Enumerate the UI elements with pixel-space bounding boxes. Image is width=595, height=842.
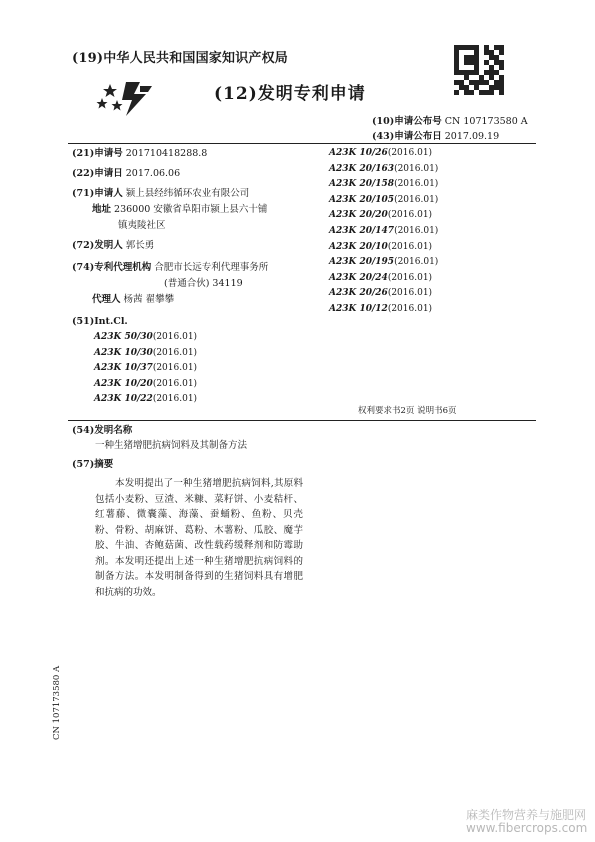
watermark-line-2: www.fibercrops.com [466, 821, 588, 835]
abstract-text: 本发明提出了一种生猪增肥抗病饲料,其原料包括小麦粉、豆渣、米糠、菜籽饼、小麦秸杆、红薯藤、微囊藻、海藻、蚕蛹粉、鱼粉、贝壳粉、骨粉、胡麻饼、葛粉、木薯粉、瓜胶、魔芋胶、牛油、杏鲍菇菌、改性载药缓释剂和防霉助剂。本发明还提出上述一种生猪增肥抗病饲料的制备方法。本发明制备得到的生猪饲料具有增肥和抗病的功效。 [95, 478, 303, 598]
publication-number: CN 107173580 A [444, 116, 528, 127]
applicant-label: (71)申请人 [72, 188, 123, 199]
invention-title: 一种生猪增肥抗病饲料及其制备方法 [95, 440, 248, 451]
application-number-label: (21)申请号 [72, 148, 123, 159]
ipc-version: (2016.01) [394, 257, 439, 268]
ipc-entry [329, 271, 438, 287]
ipc-list-left [94, 330, 197, 408]
address-label: 地址 [92, 204, 112, 215]
ipc-code: A23K 20/26 [329, 288, 388, 299]
ipc-version: (2016.01) [152, 363, 198, 374]
inventor: 郭长勇 [125, 240, 155, 251]
ipc-version: (2016.01) [387, 272, 433, 283]
application-number-line [72, 146, 207, 161]
application-date: 2017.06.06 [125, 168, 181, 179]
publication-number-line [372, 113, 528, 127]
ipc-code: A23K 10/22 [94, 394, 153, 405]
ipc-entry [94, 377, 197, 393]
page-count-note: 权利要求书2页 说明书6页 [358, 406, 457, 416]
document-type: (12)发明专利申请 [214, 84, 366, 104]
publication-date-line [372, 128, 499, 142]
ipc-code: A23K 20/105 [329, 194, 395, 205]
ipc-code: A23K 10/26 [329, 148, 388, 158]
ipc-version: (2016.01) [394, 225, 439, 236]
applicant: 颍上县经纬循环农业有限公司 [125, 188, 250, 199]
ipc-version: (2016.01) [394, 163, 439, 174]
application-date-line [72, 166, 180, 181]
ipc-version: (2016.01) [387, 303, 433, 314]
publication-number-label: (10)申请公布号 [372, 116, 442, 127]
ipc-code: A23K 10/30 [94, 347, 153, 358]
ipc-entry [329, 193, 438, 209]
header-divider [68, 143, 536, 144]
ipc-entry [329, 224, 438, 240]
ipc-entry [329, 162, 438, 178]
agency-line-2: (普通合伙) 34119 [164, 278, 243, 289]
abstract-label: (57)摘要 [72, 459, 114, 470]
ipc-version: (2016.01) [387, 210, 433, 221]
agent-line [92, 292, 174, 307]
ipc-entry [329, 240, 438, 256]
address-line-1: 236000 安徽省阜阳市颍上县六十铺 [114, 204, 268, 215]
ipc-entry [329, 255, 438, 271]
ipc-version: (2016.01) [152, 347, 198, 358]
ipc-code: A23K 50/30 [94, 332, 153, 342]
ipc-code: A23K 10/12 [329, 303, 388, 314]
ipc-entry [329, 286, 438, 302]
ipc-entry [94, 346, 197, 362]
ipc-code: A23K 10/37 [94, 363, 153, 374]
agent-label: 代理人 [92, 294, 121, 305]
int-cl-label: (51)Int.Cl. [72, 316, 128, 327]
agency-label: (74)专利代理机构 [72, 262, 152, 273]
publication-date-label: (43)申请公布日 [372, 131, 442, 142]
publication-date: 2017.09.19 [444, 131, 500, 142]
patent-office-name: (19)中华人民共和国国家知识产权局 [72, 51, 288, 66]
cnipa-logo [96, 78, 154, 118]
ipc-code: A23K 20/158 [329, 179, 395, 190]
ipc-entry [94, 330, 197, 346]
ipc-code: A23K 10/20 [94, 378, 153, 389]
ipc-code: A23K 20/10 [329, 241, 388, 252]
ipc-entry [329, 177, 438, 193]
inventor-line [72, 238, 154, 253]
ipc-list-right [329, 146, 438, 318]
ipc-version: (2016.01) [387, 148, 433, 158]
address-line-2: 镇夷陵社区 [118, 220, 166, 231]
ipc-version: (2016.01) [152, 332, 198, 342]
agency-line [72, 260, 268, 275]
ipc-code: A23K 20/195 [329, 257, 395, 268]
ipc-entry [329, 302, 438, 318]
agency: 合肥市长远专利代理事务所 [154, 262, 269, 273]
inventor-label: (72)发明人 [72, 240, 123, 251]
watermark-line-1: 麻类作物营养与施肥网 [466, 808, 587, 822]
agent: 杨茜 翟攀攀 [123, 294, 175, 305]
ipc-entry [94, 361, 197, 377]
ipc-version: (2016.01) [387, 241, 433, 252]
ipc-version: (2016.01) [152, 378, 198, 389]
ipc-entry [329, 146, 438, 162]
side-publication-number: CN 107173580 A [52, 665, 62, 740]
qr-code-icon [454, 45, 504, 95]
ipc-version: (2016.01) [394, 194, 439, 205]
application-number: 201710418288.8 [125, 148, 208, 159]
title-label: (54)发明名称 [72, 425, 133, 436]
ipc-code: A23K 20/20 [329, 210, 388, 221]
ipc-code: A23K 20/163 [329, 163, 395, 174]
application-date-label: (22)申请日 [72, 168, 123, 179]
applicant-line [72, 186, 249, 201]
address-line [92, 202, 267, 217]
ipc-entry [94, 392, 197, 408]
ipc-entry [329, 208, 438, 224]
body-divider [68, 420, 536, 421]
ipc-version: (2016.01) [387, 288, 433, 299]
ipc-version: (2016.01) [152, 394, 198, 405]
ipc-version: (2016.01) [394, 179, 439, 190]
ipc-code: A23K 20/147 [329, 225, 395, 236]
ipc-code: A23K 20/24 [329, 272, 388, 283]
